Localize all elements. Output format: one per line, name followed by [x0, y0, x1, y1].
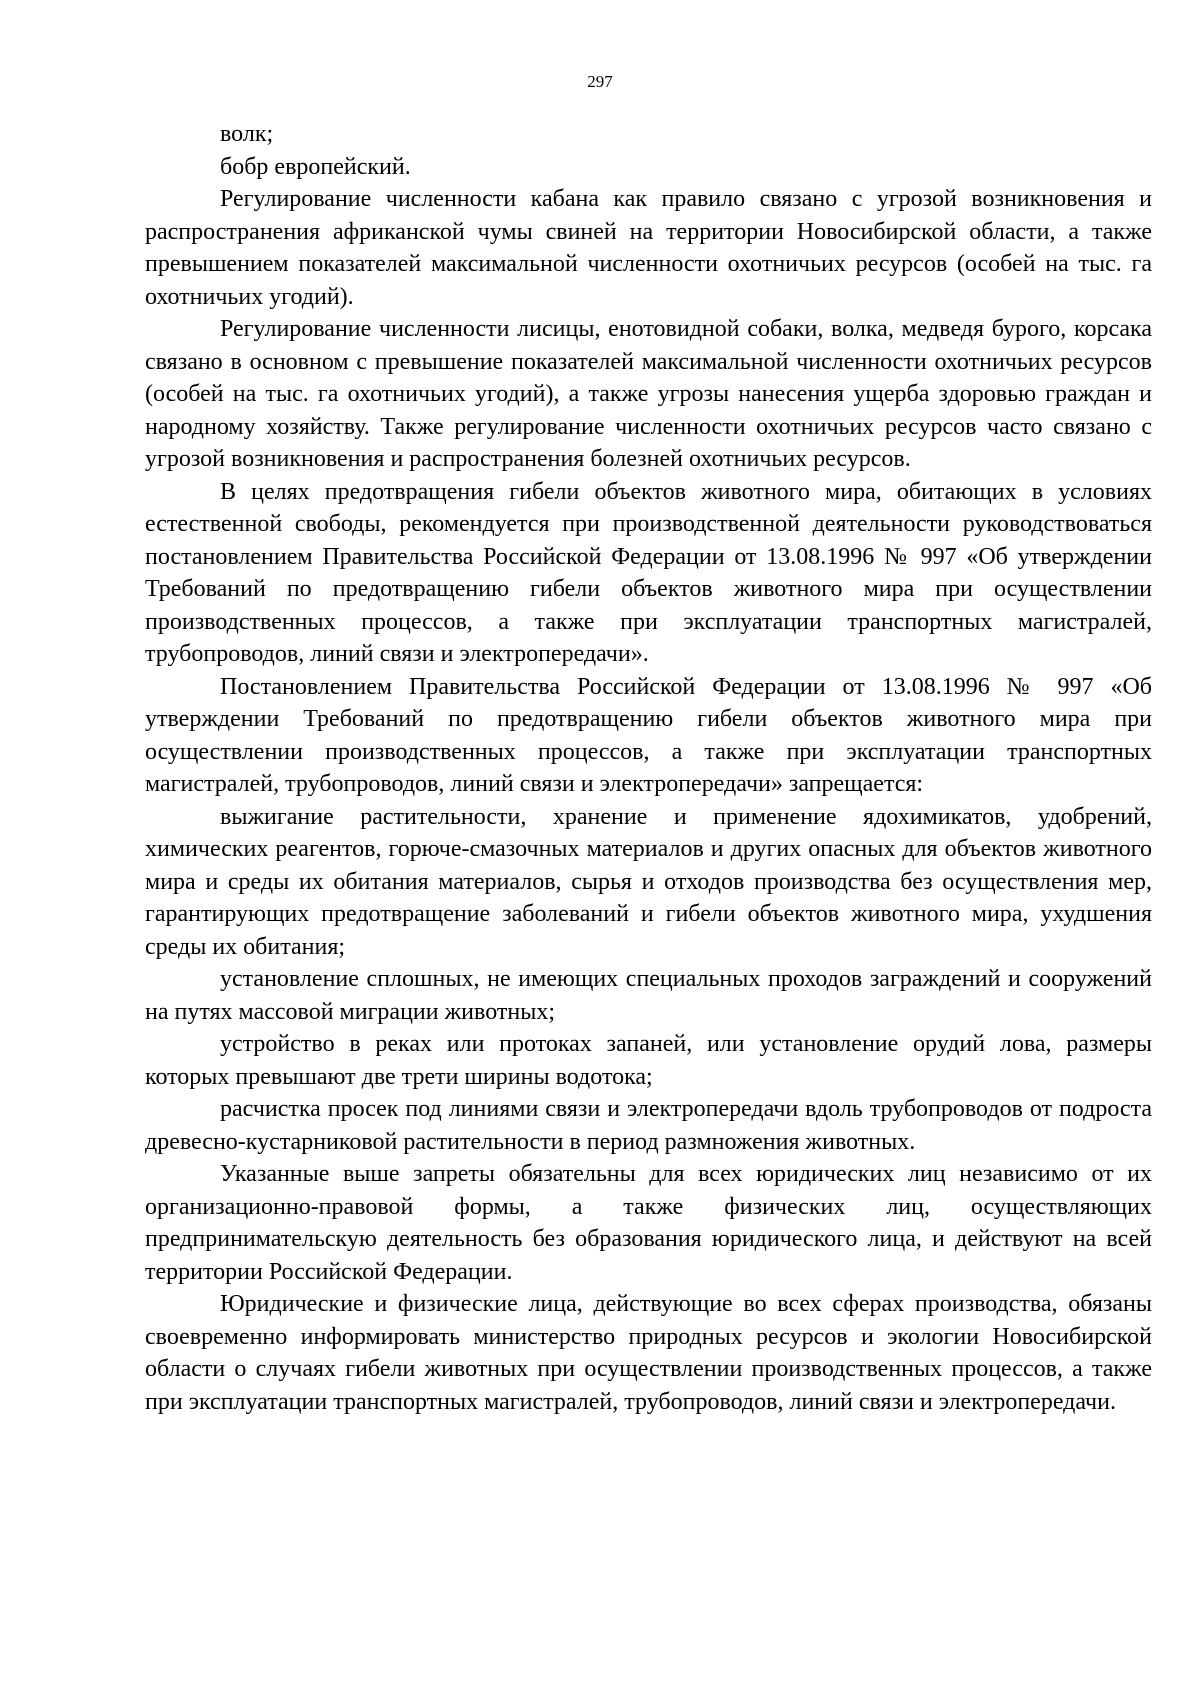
paragraph-prohibitions-binding: Указанные выше запреты обязательны для всех юридических лиц независимо от их организационно-правовой формы, а также физических лиц, осуществляющих предпринимательскую деятельность без образования юридического лица, и действуют на всей территории Российской Федерации.: [145, 1161, 1152, 1285]
paragraph-prevention-recommendation: В целях предотвращения гибели объектов животного мира, обитающих в условиях естественной свободы, рекомендуется при производственной деятельности руководствоваться постановлением Правительства Российской Федерации от 13.08.1996 № 997 «Об утверждении Требований по предотвращению гибели объектов животного мира при осуществлении производственных процессов, а также при эксплуатации транспортных магистралей, трубопроводов, линий связи и электропередачи».: [145, 478, 1152, 667]
prohibition-river-barriers: устройство в реках или протоках запаней, или установление орудий лова, размеры которых превышают две трети ширины водотока;: [145, 1031, 1152, 1090]
paragraph-reporting-duty: Юридические и физические лица, действующие во всех сферах производства, обязаны своевременно информировать министерство природных ресурсов и экологии Новосибирской области о случаях гибели животных при осуществлении производственных процессов, а также при эксплуатации транспортных магистралей, трубопроводов, линий связи и электропередачи.: [145, 1291, 1152, 1415]
prohibition-burning-vegetation: выжигание растительности, хранение и применение ядохимикатов, удобрений, химических реагентов, горюче-смазочных материалов и других опасных для объектов животного мира и среды их обитания материалов, сырья и отходов производства без осуществления мер, гарантирующих предотвращение заболеваний и гибели объектов животного мира, ухудшения среды их обитания;: [145, 803, 1152, 960]
document-body: [145, 118, 1152, 1418]
paragraph-resolution-prohibits: Постановлением Правительства Российской Федерации от 13.08.1996 № 997 «Об утверждении Требований по предотвращению гибели объектов животного мира при осуществлении производственных процессов, а также при эксплуатации транспортных магистралей, трубопроводов, линий связи и электропередачи» запрещается:: [145, 673, 1152, 797]
list-item-wolf: волк;: [220, 121, 274, 147]
list-item-beaver: бобр европейский.: [220, 153, 411, 180]
paragraph-boar-regulation: Регулирование численности кабана как правило связано с угрозой возникновения и распространения африканской чумы свиней на территории Новосибирской области, а также превышением показателей максимальной численности охотничьих ресурсов (особей на тыс. га охотничьих угодий).: [145, 186, 1152, 310]
page-number: 297: [587, 72, 613, 91]
prohibition-fences: установление сплошных, не имеющих специальных проходов заграждений и сооружений на путях массовой миграции животных;: [145, 966, 1152, 1025]
prohibition-clearing: расчистка просек под линиями связи и электропередачи вдоль трубопроводов от подроста древесно-кустарниковой растительности в период размножения животных.: [145, 1096, 1152, 1155]
paragraph-predator-regulation: Регулирование численности лисицы, енотовидной собаки, волка, медведя бурого, корсака связано в основном с превышение показателей максимальной численности охотничьих ресурсов (особей на тыс. га охотничьих угодий), а также угрозы нанесения ущерба здоровью граждан и народному хозяйству. Также регулирование численности охотничьих ресурсов часто связано с угрозой возникновения и распространения болезней охотничьих ресурсов.: [145, 316, 1152, 472]
